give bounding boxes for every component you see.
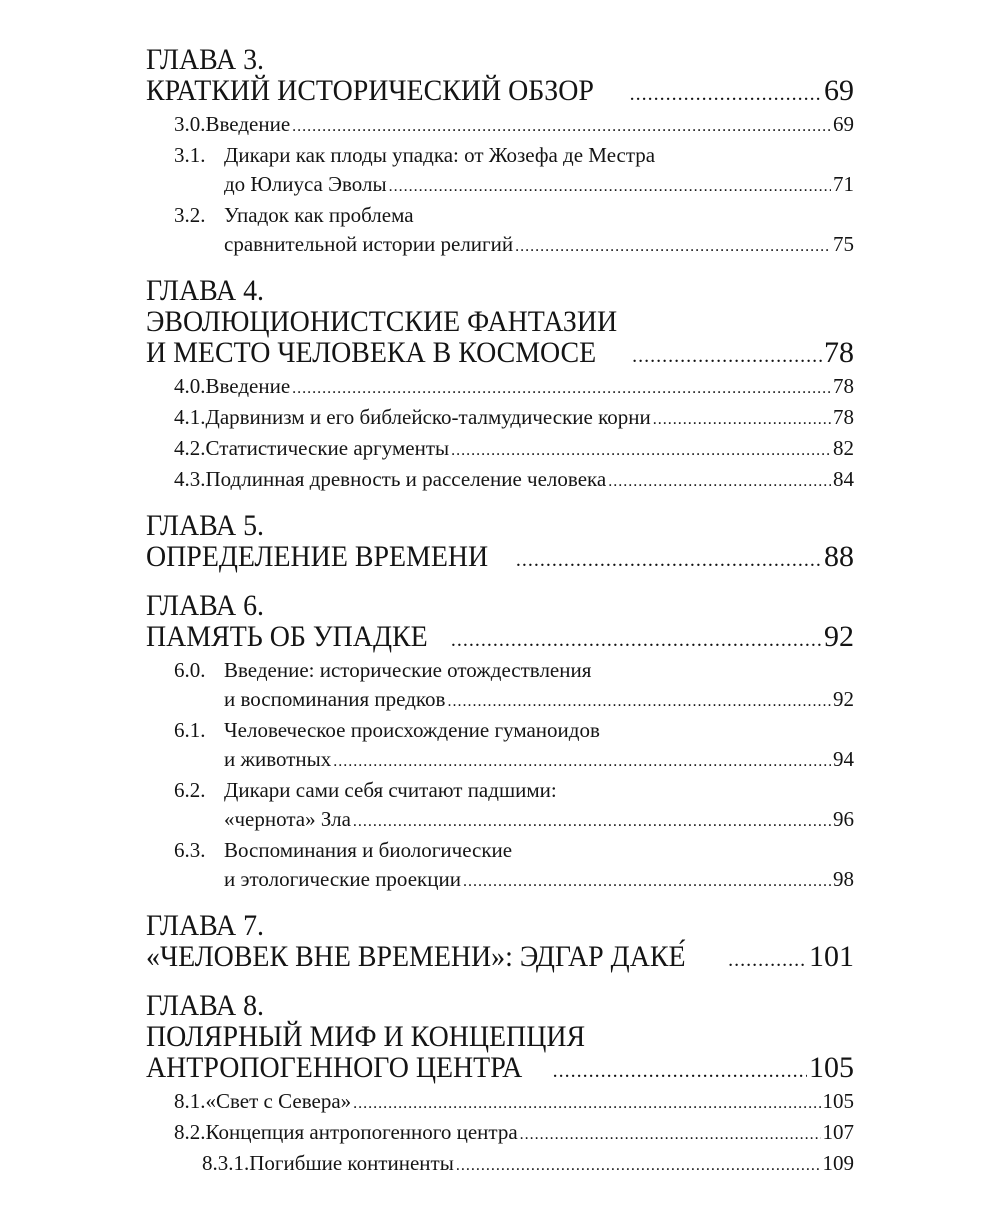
section-title-line: [174, 656, 854, 685]
section-entry[interactable]: [174, 1087, 854, 1118]
chapter-label: ГЛАВА 5.: [146, 509, 265, 542]
section-row: [174, 372, 854, 403]
section-row: [174, 403, 854, 434]
page-number: 69: [833, 112, 854, 136]
dot-leader: [353, 1089, 820, 1118]
page-number: 75: [833, 232, 854, 256]
section-title: Введение: [205, 112, 291, 136]
chapter-title: ОПРЕДЕЛЕНИЕ ВРЕМЕНИ: [146, 540, 489, 573]
section-number: 4.1.: [174, 405, 206, 429]
chapter-title: «ЧЕЛОВЕК ВНЕ ВРЕМЕНИ»: ЭДГАР ДАКЕ́: [146, 940, 686, 973]
table-of-contents: [146, 44, 854, 1194]
section-entry[interactable]: [174, 836, 854, 896]
section-title: и воспоминания предков: [224, 687, 446, 711]
chapter-entry: [146, 510, 854, 576]
page-number: 101: [809, 940, 854, 973]
section-title: сравнительной истории религий: [224, 232, 514, 256]
dot-leader: [353, 807, 831, 836]
chapter-entry: [146, 44, 854, 261]
dot-leader: [451, 625, 822, 656]
section-entry[interactable]: [174, 372, 854, 403]
page-number: 71: [833, 172, 854, 196]
section-number: 3.2.: [174, 203, 206, 227]
section-title-line: [174, 201, 854, 230]
chapter-title-line: ЭВОЛЮЦИОНИСТСКИЕ ФАНТАЗИИ: [146, 305, 618, 338]
section-title-text: Дикари как плоды упадка: от Жозефа де Местра: [224, 143, 656, 167]
page-number: 84: [833, 467, 854, 491]
section-entry[interactable]: [174, 465, 854, 496]
section-entry[interactable]: [174, 716, 854, 776]
section-row: [174, 745, 854, 776]
section-entry[interactable]: [174, 403, 854, 434]
dot-leader: [608, 467, 831, 496]
dot-leader: [630, 79, 822, 110]
section-title: Статистические аргументы: [205, 436, 450, 460]
dot-leader: [333, 747, 831, 776]
chapter-title: И МЕСТО ЧЕЛОВЕКА В КОСМОСЕ: [146, 336, 597, 369]
section-number: 6.3.: [174, 838, 206, 862]
section-number: 4.3.: [174, 467, 206, 491]
page-number: 105: [822, 1089, 854, 1113]
section-title-text: Человеческое происхождение гуманоидов: [224, 718, 600, 742]
chapter-title-row[interactable]: [146, 75, 854, 110]
section-row: [174, 465, 854, 496]
section-row: [174, 1087, 854, 1118]
section-title-text: Дикари сами себя считают падшими:: [224, 778, 557, 802]
section-title: и животных: [224, 747, 332, 771]
dot-leader: [653, 405, 831, 434]
section-entry[interactable]: [174, 201, 854, 261]
page-number: 92: [833, 687, 854, 711]
section-title-line: [174, 776, 854, 805]
section-number: 8.2.: [174, 1120, 206, 1144]
section-title: «чернота» Зла: [224, 807, 351, 831]
section-row: [174, 1118, 854, 1149]
section-number: 6.0.: [174, 658, 206, 682]
section-entry[interactable]: [202, 1149, 854, 1180]
section-title-line: [174, 141, 854, 170]
section-row: [174, 805, 854, 836]
section-title: Введение: [205, 374, 291, 398]
page-number: 98: [833, 867, 854, 891]
dot-leader: [447, 687, 831, 716]
chapter-entry: [146, 910, 854, 976]
dot-leader: [451, 436, 831, 465]
section-entry[interactable]: [174, 656, 854, 716]
page-number: 78: [824, 336, 854, 369]
chapter-title-row[interactable]: [146, 337, 854, 372]
section-number: 4.0.: [174, 374, 206, 398]
section-number: 3.1.: [174, 143, 206, 167]
page-number: 69: [824, 74, 854, 107]
section-entry[interactable]: [174, 1118, 854, 1149]
chapter-entry: [146, 590, 854, 896]
dot-leader: [292, 112, 831, 141]
section-title: Дарвинизм и его библейско-талмудические корни: [205, 405, 651, 429]
dot-leader: [292, 374, 831, 403]
section-number: 8.1.: [174, 1089, 206, 1113]
page-number: 107: [822, 1120, 854, 1144]
dot-leader: [463, 867, 831, 896]
section-row: [174, 230, 854, 261]
section-number: 4.2.: [174, 436, 206, 460]
section-title: до Юлиуса Эволы: [224, 172, 387, 196]
chapter-title: ПАМЯТЬ ОБ УПАДКЕ: [146, 620, 428, 653]
chapter-title-line: ПОЛЯРНЫЙ МИФ И КОНЦЕПЦИЯ: [146, 1020, 586, 1053]
section-title-line: [174, 716, 854, 745]
chapter-title-row[interactable]: [146, 621, 854, 656]
dot-leader: [632, 341, 822, 372]
chapter-title-row[interactable]: [146, 541, 854, 576]
dot-leader: [728, 945, 807, 976]
chapter-title: КРАТКИЙ ИСТОРИЧЕСКИЙ ОБЗОР: [146, 74, 594, 107]
section-number: 8.3.1.: [202, 1151, 250, 1175]
section-number: 6.2.: [174, 778, 206, 802]
section-number: 3.0.: [174, 112, 206, 136]
dot-leader: [389, 172, 831, 201]
chapter-label: ГЛАВА 8.: [146, 989, 265, 1022]
dot-leader: [520, 1120, 821, 1149]
section-title: Погибшие континенты: [249, 1151, 454, 1175]
chapter-title-row[interactable]: [146, 941, 854, 976]
page-number: 109: [822, 1151, 854, 1175]
dot-leader: [553, 1056, 807, 1087]
section-title: Концепция антропогенного центра: [205, 1120, 518, 1144]
dot-leader: [515, 232, 831, 261]
section-title-text: Воспоминания и биологические: [224, 838, 513, 862]
section-row: [174, 170, 854, 201]
section-title: и этологические проекции: [224, 867, 461, 891]
section-entry[interactable]: [174, 434, 854, 465]
section-row: [174, 110, 854, 141]
section-title-text: Упадок как проблема: [224, 203, 414, 227]
section-title-line: [174, 836, 854, 865]
chapter-label: ГЛАВА 7.: [146, 909, 265, 942]
page-number: 82: [833, 436, 854, 460]
page-number: 78: [833, 374, 854, 398]
section-entry[interactable]: [174, 776, 854, 836]
chapter-entry: [146, 990, 854, 1180]
section-row: [202, 1149, 854, 1180]
section-title: «Свет с Севера»: [205, 1089, 352, 1113]
page-number: 92: [824, 620, 854, 653]
page-number: 96: [833, 807, 854, 831]
section-title-text: Введение: исторические отождествления: [224, 658, 592, 682]
chapter-label: ГЛАВА 3.: [146, 43, 265, 76]
section-number: 6.1.: [174, 718, 206, 742]
chapter-label: ГЛАВА 4.: [146, 274, 265, 307]
section-title: Подлинная древность и расселение человека: [205, 467, 607, 491]
section-entry[interactable]: [174, 110, 854, 141]
chapter-entry: [146, 275, 854, 496]
section-row: [174, 434, 854, 465]
dot-leader: [456, 1151, 821, 1180]
page-number: 94: [833, 747, 854, 771]
chapter-title: АНТРОПОГЕННОГО ЦЕНТРА: [146, 1051, 523, 1084]
page-number: 88: [824, 540, 854, 573]
dot-leader: [516, 545, 822, 576]
chapter-title-row[interactable]: [146, 1052, 854, 1087]
page-number: 78: [833, 405, 854, 429]
page-number: 105: [809, 1051, 854, 1084]
section-row: [174, 685, 854, 716]
section-entry[interactable]: [174, 141, 854, 201]
chapter-label: ГЛАВА 6.: [146, 589, 265, 622]
section-row: [174, 865, 854, 896]
